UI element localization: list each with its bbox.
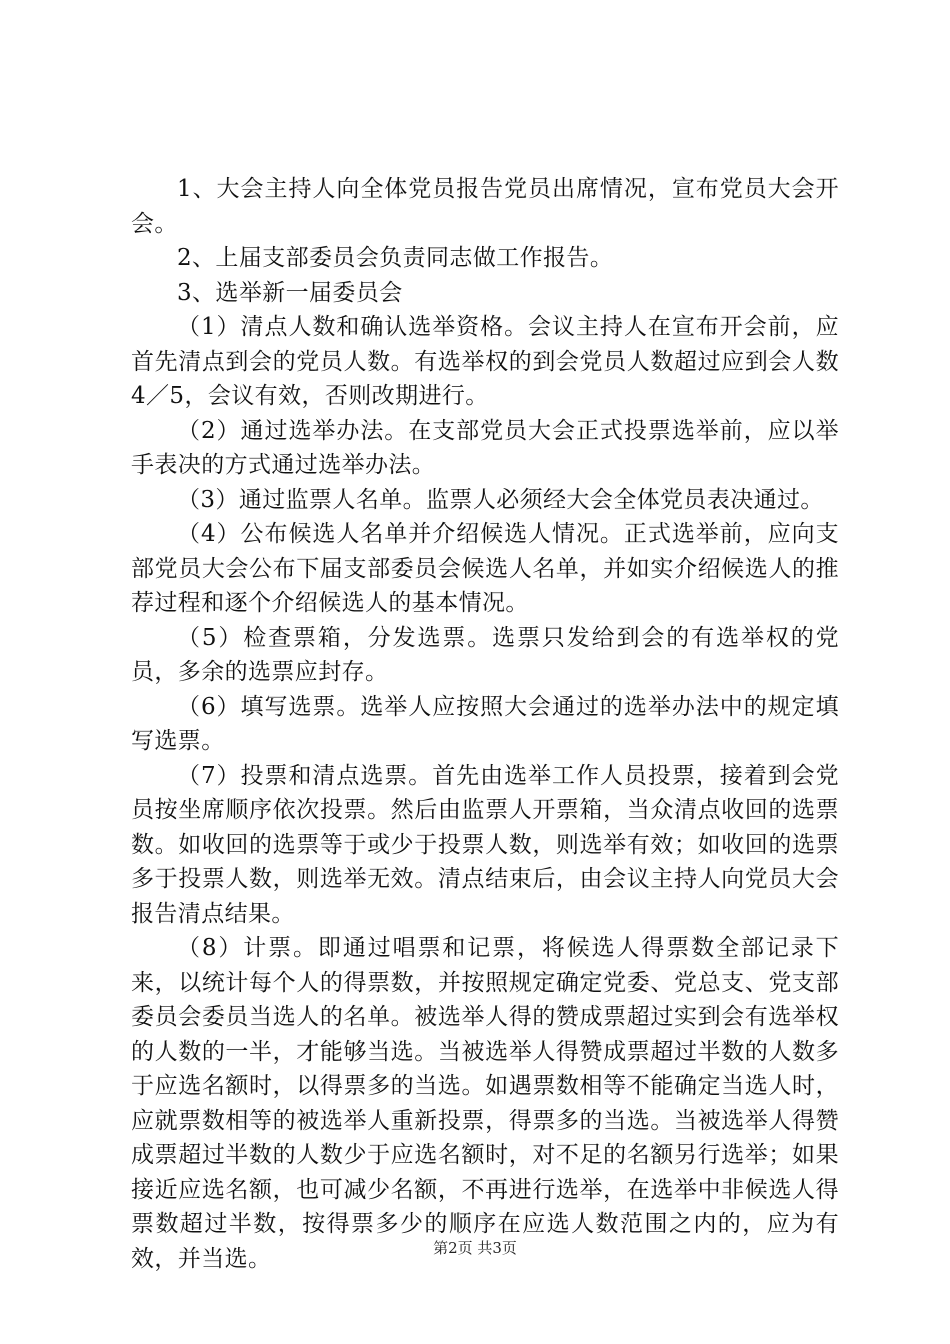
paragraph-item-2: 2、上届支部委员会负责同志做工作报告。 xyxy=(177,245,614,271)
paragraph-step-1: （1）清点人数和确认选举资格。会议主持人在宣布开会前，应首先清点到会的党员人数。有选举权的到会党员人数超过应到会人数4／5，会议有效，否则改期进行。 xyxy=(131,314,839,409)
paragraph-step-8: （8）计票。即通过唱票和记票，将候选人得票数全部记录下来，以统计每个人的得票数，并按照规定确定党委、党总支、党支部委员会委员当选人的名单。被选举人得的赞成票超过实到会有选举权的人数的一半，才能够当选。当被选举人得赞成票超过半数的人数多于应选名额时，以得票多的当选。如遇票数相等不能确定当选人时，应就票数相等的被选举人重新投票，得票多的当选。当被选举人得赞成票超过半数的人数少于应选名额时，对不足的名额另行选举；如果接近应选名额，也可减少名额，不再进行选举，在选举中非候选人得票数超过半数，按得票多少的顺序在应选人数范围之内的，应为有效，并当选。 xyxy=(131,935,839,1272)
paragraph-step-5: （5）检查票箱，分发选票。选票只发给到会的有选举权的党员，多余的选票应封存。 xyxy=(131,624,839,685)
paragraph-step-7: （7）投票和清点选票。首先由选举工作人员投票，接着到会党员按坐席顺序依次投票。然后由监票人开票箱，当众清点收回的选票数。如收回的选票等于或少于投票人数，则选举有效；如收回的选票多于投票人数，则选举无效。清点结束后，由会议主持人向党员大会报告清点结果。 xyxy=(131,762,839,927)
paragraph-step-6: （6）填写选票。选举人应按照大会通过的选举办法中的规定填写选票。 xyxy=(131,693,839,754)
paragraph-step-4: （4）公布候选人名单并介绍候选人情况。正式选举前，应向支部党员大会公布下届支部委员会候选人名单，并如实介绍候选人的推荐过程和逐个介绍候选人的基本情况。 xyxy=(131,521,839,616)
paragraph-step-2: （2）通过选举办法。在支部党员大会正式投票选举前，应以举手表决的方式通过选举办法。 xyxy=(131,417,839,478)
page-number-footer: 第2页 共3页 xyxy=(433,1239,517,1257)
paragraph-item-1: 1、大会主持人向全体党员报告党员出席情况，宣布党员大会开会。 xyxy=(131,176,839,237)
paragraph-item-3: 3、选举新一届委员会 xyxy=(177,279,403,306)
paragraph-step-3: （3）通过监票人名单。监票人必须经大会全体党员表决通过。 xyxy=(177,486,824,513)
document-body xyxy=(131,172,839,1276)
